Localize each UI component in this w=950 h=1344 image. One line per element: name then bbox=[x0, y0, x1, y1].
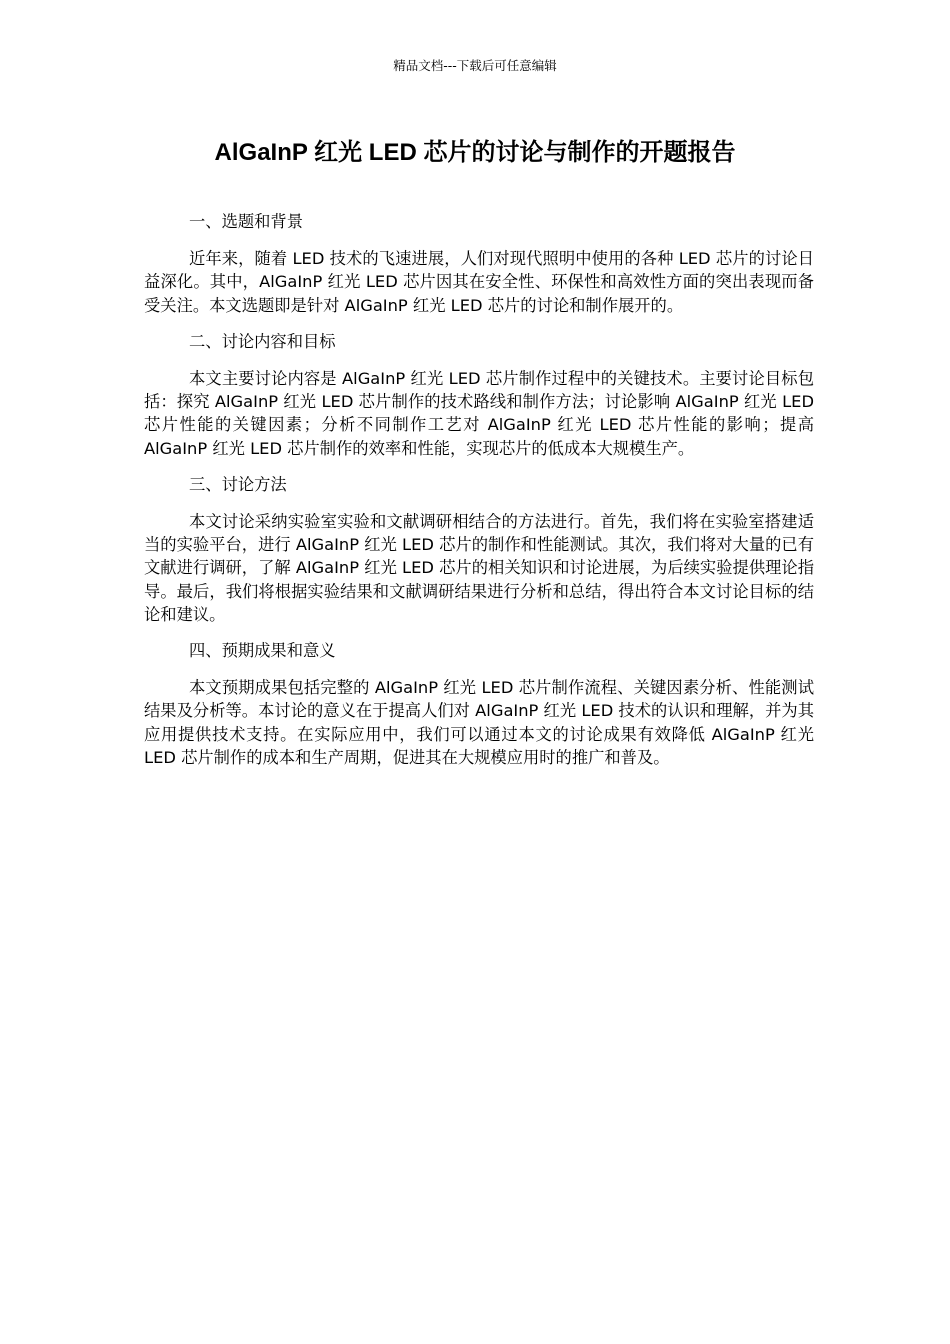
document-title: AlGaInP 红光 LED 芯片的讨论与制作的开题报告 bbox=[214, 139, 736, 166]
section-heading-methods: 三、讨论方法 bbox=[189, 474, 287, 494]
section-paragraph-expected-results: 本文预期成果包括完整的 AlGaInP 红光 LED 芯片制作流程、关键因素分析、性能测试结果及分析等。本讨论的意义在于提高人们对 AlGaInP 红光 LED 技术的认识和理解，并为其应用提供技术支持。在实际应用中，我们可以通过本文的讨论成果有效降低 AlGaInP 红光 LED 芯片制作的成本和生产周期，促进其在大规模应用时的推广和普及。 bbox=[144, 678, 814, 767]
section-heading-expected-results: 四、预期成果和意义 bbox=[189, 641, 336, 661]
section-heading-background: 一、选题和背景 bbox=[189, 212, 303, 231]
section-paragraph-methods: 本文讨论采纳实验室实验和文献调研相结合的方法进行。首先，我们将在实验室搭建适当的实验平台，进行 AlGaInP 红光 LED 芯片的制作和性能测试。其次，我们将对大量的已有文献进行调研，了解 AlGaInP 红光 LED 芯片的相关知识和讨论进展，为后续实验提供理论指导。最后，我们将根据实验结果和文献调研结果进行分析和总结，得出符合本文讨论目标的结论和建议。 bbox=[144, 512, 814, 624]
section-paragraph-background: 近年来，随着 LED 技术的飞速进展，人们对现代照明中使用的各种 LED 芯片的讨论日益深化。其中，AlGaInP 红光 LED 芯片因其在安全性、环保性和高效性方面的突出表现而备受关注。本文选题即是针对 AlGaInP 红光 LED 芯片的讨论和制作展开的。 bbox=[144, 249, 814, 315]
section-paragraph-content-goals: 本文主要讨论内容是 AlGaInP 红光 LED 芯片制作过程中的关键技术。主要讨论目标包括：探究 AlGaInP 红光 LED 芯片制作的技术路线和制作方法；讨论影响 AlGaInP 红光 LED 芯片性能的关键因素；分析不同制作工艺对 AlGaInP 红光 LED 芯片性能的影响；提高 AlGaInP 红光 LED 芯片制作的效率和性能，实现芯片的低成本大规模生产。 bbox=[144, 369, 814, 458]
section-heading-content-goals: 二、讨论内容和目标 bbox=[189, 331, 336, 351]
document-body bbox=[144, 210, 814, 769]
page-header-watermark: 精品文档---下载后可任意编辑 bbox=[393, 58, 557, 73]
